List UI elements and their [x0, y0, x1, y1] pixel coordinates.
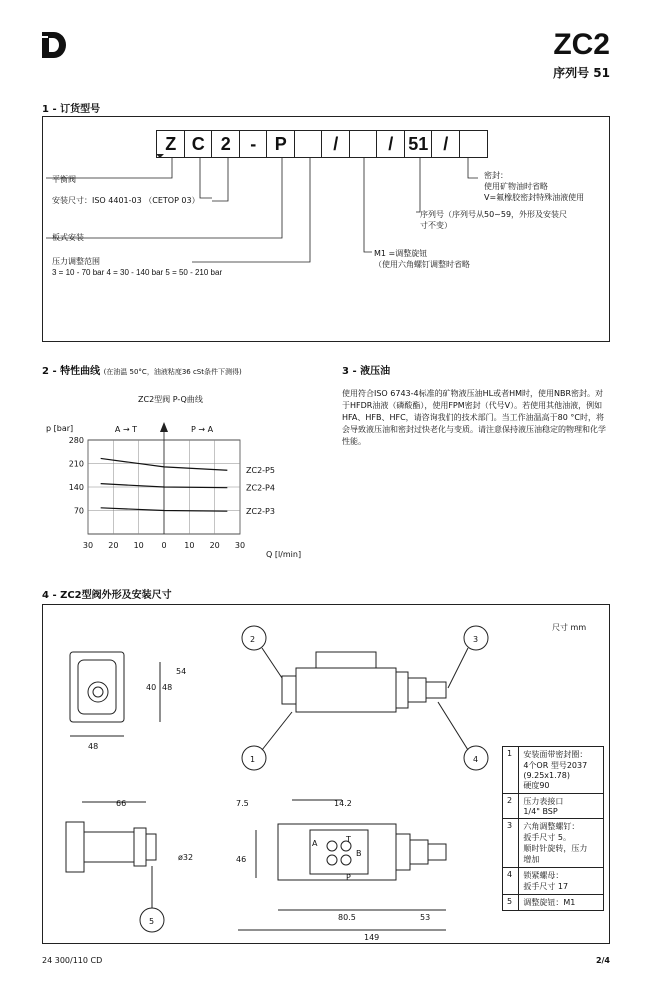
brand-logo — [40, 30, 68, 60]
legend-num: 3 — [503, 819, 519, 868]
legend-row — [503, 895, 604, 911]
label-pressure-range-title: 压力调整范围 — [52, 257, 100, 266]
chart-y-tick: 70 — [73, 506, 84, 516]
page-title: ZC2 — [553, 28, 610, 61]
port-p: P — [346, 873, 351, 882]
code-cell: 2 — [211, 130, 240, 158]
chart-ylabel: p [bar] — [46, 424, 74, 433]
chart-x-tick: 20 — [108, 541, 119, 550]
chart-x-tick: 30 — [234, 541, 246, 550]
legend-num: 2 — [503, 794, 519, 819]
label-serial-line2: 寸不变） — [420, 221, 452, 230]
callout-2: 2 — [250, 635, 256, 644]
label-m1-line1: M1 =调整旋钮 — [374, 249, 428, 258]
port-t: T — [346, 835, 351, 844]
chart-x-tick: 0 — [161, 541, 167, 550]
section3-text: 使用符合ISO 6743-4标准的矿物液压油HL或者HM时，使用NBR密封。对于HFDR油液（磷酸酯），使用FPM密封（代号V）。若使用其他油液，例如HFA、HFB、HFC，请咨询我们的技术部门。当工作油温高于80 °C时，将会导致液压油和密封过快老化与变质。请注意保持液压油稳定的物理和化学性能。 — [342, 389, 606, 446]
chart-x-tick: 10 — [133, 541, 144, 550]
chart-x-tick: 10 — [184, 541, 195, 550]
section4-heading: 4 - ZC2型阀外形及安装尺寸 — [42, 590, 172, 601]
label-seal-line1: 使用矿物油时省略 — [484, 182, 548, 191]
legend-text: 锁紧螺母： 扳手尺寸 17 — [519, 868, 604, 895]
legend-text: 安装面带密封圈： 4个OR 型号2037 (9.25x1.78) 硬度90 — [519, 747, 604, 794]
port-a: A — [312, 839, 318, 848]
callout-5: 5 — [149, 917, 155, 926]
chart-series-label: ZC2-P5 — [246, 466, 275, 476]
dim-40: 40 — [146, 683, 157, 692]
callout-3: 3 — [473, 635, 479, 644]
dim-14-2: 14.2 — [334, 799, 352, 808]
dim-149: 149 — [364, 933, 380, 942]
label-pressure-range-values: 3 = 10 - 70 bar 4 = 30 - 140 bar 5 = 50 - 210 bar — [52, 268, 223, 277]
code-cell: C — [184, 130, 213, 158]
callout-4: 4 — [473, 755, 479, 764]
chart-xlabel: Q [l/min] — [266, 550, 302, 559]
dim-66: 66 — [116, 799, 127, 808]
dim-48-horizontal: 48 — [88, 742, 99, 751]
doc-code: 24 300/110 CD — [42, 956, 103, 965]
legend-num: 4 — [503, 868, 519, 895]
label-mount-size: 安装尺寸：ISO 4401-03 （CETOP 03） — [52, 196, 200, 205]
label-plate: 板式安装 — [52, 233, 84, 242]
dim-7-5: 7.5 — [236, 799, 249, 808]
legend-num: 5 — [503, 895, 519, 911]
callout-1: 1 — [250, 755, 256, 764]
legend-num: 1 — [503, 747, 519, 794]
chart-y-tick: 140 — [68, 483, 84, 492]
legend-row — [503, 868, 604, 895]
code-cell: 51 — [404, 130, 433, 158]
units-label: 尺寸 mm — [552, 623, 587, 632]
legend-text: 调整旋钮：M1 — [519, 895, 604, 911]
dim-46: 46 — [236, 855, 247, 864]
dim-32: ø32 — [178, 853, 194, 862]
label-valve-type: 平衡阀 — [52, 175, 76, 184]
code-cell: - — [239, 130, 268, 158]
dim-48-vertical: 48 — [162, 683, 173, 692]
label-serial-line1: 序列号（序列号从50~59，外形及安装尺 — [420, 210, 568, 219]
dim-80-5: 80.5 — [338, 913, 356, 922]
chart-series-label: ZC2-P4 — [246, 483, 275, 493]
legend-table — [502, 746, 604, 911]
chart-center-arrow — [160, 422, 168, 432]
code-cell: / — [431, 130, 460, 158]
chart-x-tick: 20 — [209, 541, 220, 550]
port-b: B — [356, 849, 362, 858]
section2-note: (在油温 50°C，油液粘度36 cSt条件下测得) — [103, 368, 242, 376]
legend-text: 压力表接口 1/4" BSP — [519, 794, 604, 819]
legend-row — [503, 794, 604, 819]
code-cell: / — [321, 130, 350, 158]
section1-heading: 1 - 订货型号 — [42, 104, 101, 115]
dim-54: 54 — [176, 667, 187, 676]
chart-direction-label: A → T — [114, 425, 138, 434]
chart-title: ZC2型阀 P-Q曲线 — [138, 395, 203, 404]
section3-heading: 3 - 液压油 — [342, 366, 391, 377]
dim-53: 53 — [420, 913, 431, 922]
section2-heading-text: 2 - 特性曲线 — [42, 366, 101, 377]
page-number: 2/4 — [595, 956, 610, 965]
chart-x-tick: 30 — [82, 541, 94, 550]
code-cell: / — [376, 130, 405, 158]
label-seal-line2: V=氟橡胶密封特殊油液使用 — [484, 193, 585, 202]
chart-series-label: ZC2-P3 — [246, 507, 275, 517]
ordering-code-leaders — [42, 116, 608, 340]
section2-heading — [42, 362, 242, 377]
label-seal-title: 密封： — [484, 171, 508, 180]
label-m1-line2: （使用六角螺钉调整时省略 — [374, 260, 470, 269]
legend-row — [503, 819, 604, 868]
pq-chart — [40, 410, 300, 560]
legend-row — [503, 747, 604, 794]
chart-y-tick: 210 — [68, 459, 84, 469]
page-subtitle: 序列号 51 — [553, 66, 610, 80]
chart-y-tick: 280 — [68, 436, 84, 445]
legend-text: 六角调整螺钉： 扳手尺寸 5。 顺时针旋转，压力 增加 — [519, 819, 604, 868]
code-cell: Z — [156, 130, 185, 158]
chart-direction-label: P → A — [190, 425, 214, 434]
code-cell: P — [266, 130, 295, 158]
